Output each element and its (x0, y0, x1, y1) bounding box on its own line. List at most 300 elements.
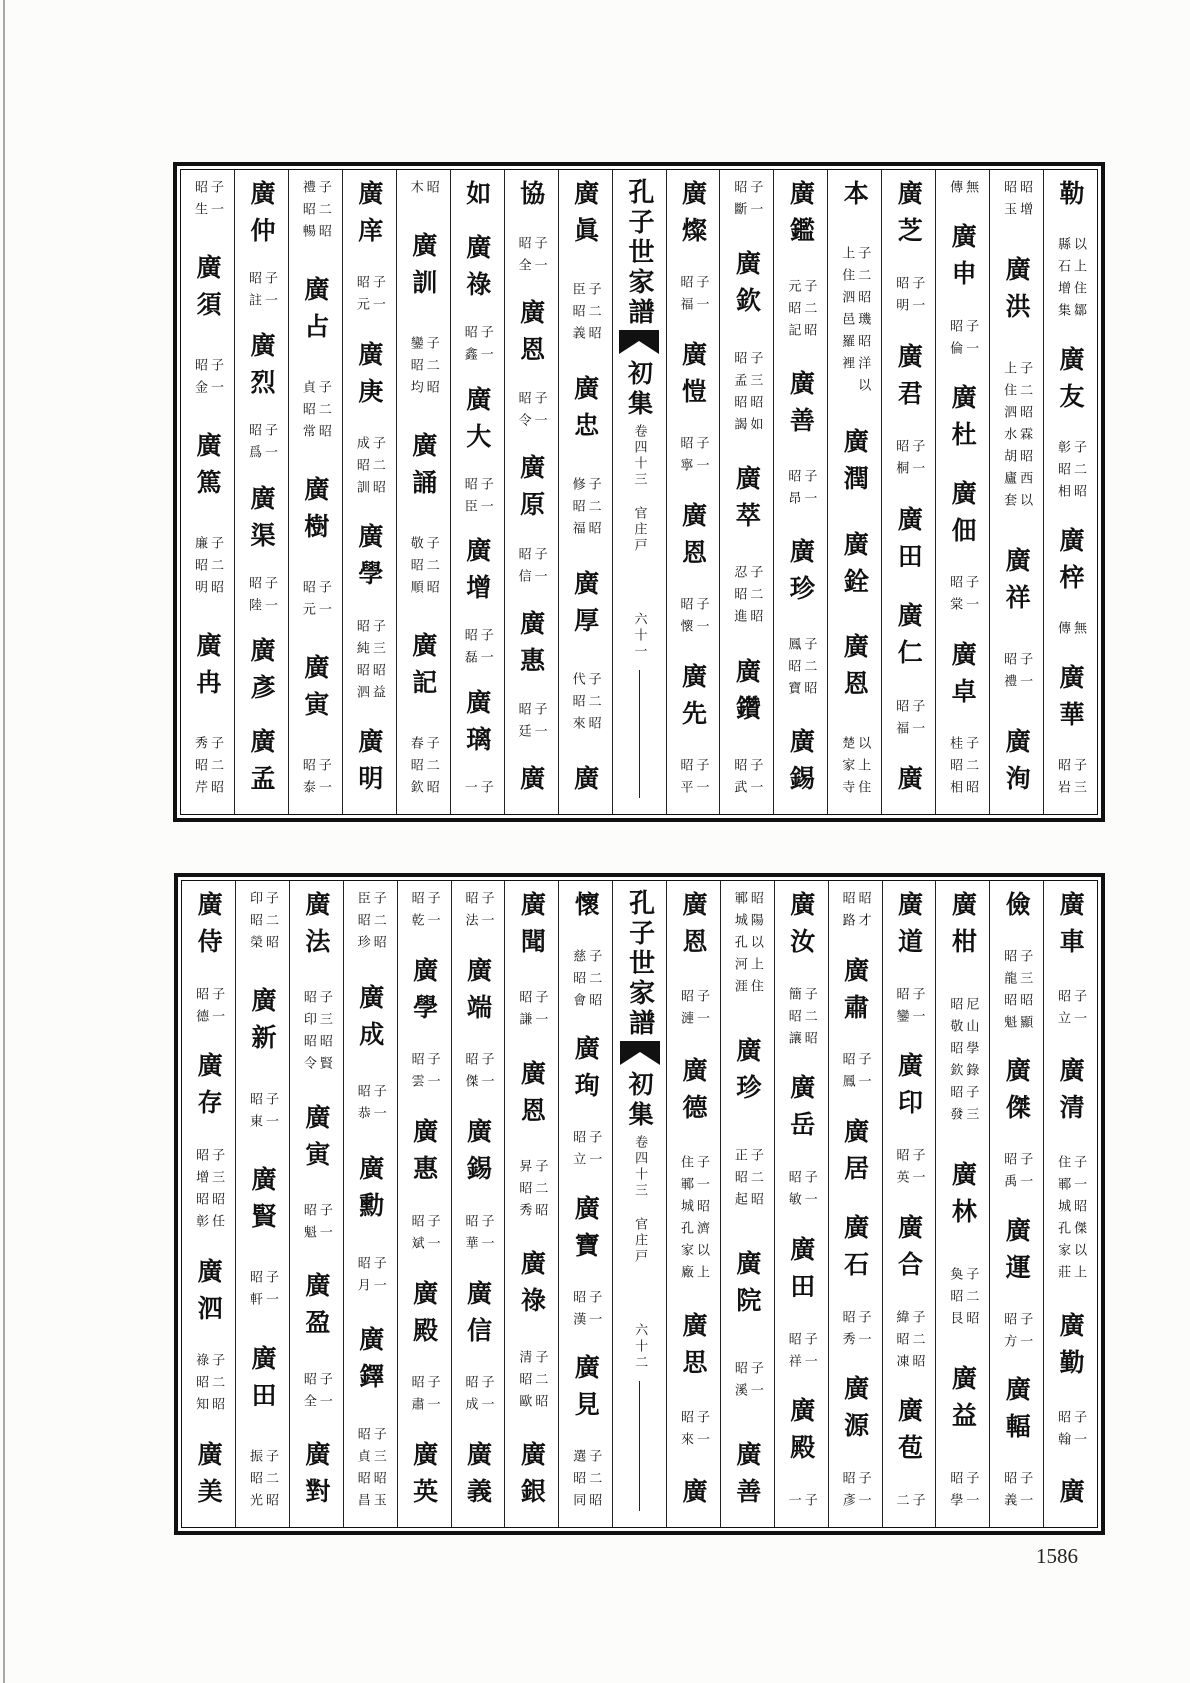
annotation-left-line: 昭學 (947, 1471, 963, 1515)
person-name: 廣信 (463, 1279, 493, 1354)
person-name: 廣新 (247, 987, 277, 1062)
annotation (679, 989, 708, 1033)
person-name: 廣義 (463, 1440, 493, 1515)
person-name: 廣君 (894, 342, 924, 417)
annotation-left-line: 臣昭珍 (354, 891, 370, 957)
annotation-right-line: 無 (1071, 621, 1087, 644)
person-name: 勒 (1056, 180, 1086, 217)
annotation-left-line: 上住泗水胡廬套 (1001, 361, 1017, 516)
annotation-right-line: 子二昭 (209, 1353, 225, 1420)
annotation (841, 1310, 870, 1354)
person-name: 廣合 (894, 1213, 924, 1288)
annotation-right-line: 昭 (423, 180, 439, 202)
genealogy-column (882, 881, 936, 1527)
volume-label: 卷四十三 (632, 1135, 648, 1199)
annotation-right-line: 子二昭 (262, 891, 278, 957)
annotation-left-line: 正昭起 (731, 1147, 747, 1214)
annotation-right-line: 子一 (261, 575, 277, 620)
annotation-left-line: 昭全 (300, 1371, 316, 1416)
annotation-right-line: 子三昭益 (369, 618, 385, 707)
annotation-left-line: 昭立 (570, 1130, 586, 1175)
person-name: 廣學 (409, 956, 439, 1031)
person-name: 如 (462, 180, 492, 217)
annotation (894, 439, 923, 483)
fishtail-mark-icon (620, 1041, 660, 1065)
annotation (301, 758, 330, 802)
annotation-left-line: 昭謙 (516, 990, 532, 1035)
annotation-left-line: 昭福 (893, 698, 909, 743)
annotation-right-line: 子二昭 (315, 180, 331, 246)
annotation (571, 672, 600, 738)
annotation (463, 628, 492, 672)
fishtail-mark-icon (619, 330, 659, 354)
annotation-right-line: 以上住 (855, 735, 871, 802)
annotation (1056, 237, 1085, 325)
person-name: 廣田 (247, 1344, 277, 1419)
annotation-left-line: 昭信 (515, 546, 531, 591)
annotation-right-line: 子一 (801, 469, 817, 513)
section-label: 官庄戸 (632, 1217, 648, 1265)
annotation-left-line: 忍昭進 (731, 565, 747, 632)
person-name: 廣誦 (408, 432, 438, 506)
annotation (247, 271, 276, 315)
book-title: 孔子世家譜 (624, 889, 655, 1039)
genealogy-column (935, 881, 989, 1527)
collection-label: 初集 (625, 1071, 655, 1131)
annotation-left-line: 奐昭艮 (947, 1267, 963, 1333)
annotation (463, 1214, 492, 1258)
annotation (787, 987, 816, 1053)
person-name: 廣錫 (786, 728, 816, 802)
annotation-left-line: 昭陸 (245, 575, 261, 620)
person-name: 廣梓 (1056, 526, 1086, 601)
collection-label: 初集 (624, 360, 654, 420)
person-name: 廣善 (786, 370, 816, 444)
annotation-right-line: 子二昭 (747, 565, 763, 632)
person-name: 廣清 (1056, 1057, 1086, 1132)
section-label: 官庄戸 (631, 506, 647, 554)
genealogy-column (558, 170, 612, 814)
person-name: 廣孟 (246, 727, 276, 802)
genealogy-column (720, 881, 774, 1527)
person-name: 廣愷 (678, 340, 708, 415)
annotation-right-line: 子一 (262, 1270, 278, 1315)
person-name: 廣勳 (355, 1154, 385, 1229)
annotation-right-line: 子一 (801, 1170, 817, 1215)
person-name: 廣惠 (516, 609, 546, 684)
annotation-right-line: 子二昭 (747, 1147, 763, 1214)
annotation-right-line: 子一 (586, 1130, 602, 1175)
annotation-left-line: 慈昭會 (570, 948, 586, 1015)
annotation-right-line: 子二昭 (208, 736, 224, 802)
annotation (841, 1052, 870, 1096)
annotation-left-line: 清昭歐 (516, 1349, 532, 1416)
annotation-right-line: 子一 (909, 1148, 925, 1193)
annotation-right-line: 子二昭 (369, 435, 385, 502)
annotation-right-line: 子一 (693, 1409, 709, 1454)
person-name: 廣柑 (948, 891, 978, 965)
annotation-right-line: 子三昭任 (209, 1147, 225, 1236)
annotation-right-line: 子一 (531, 702, 547, 747)
annotation (1056, 1410, 1085, 1454)
person-name: 廣善 (732, 1440, 762, 1515)
annotation (787, 1170, 816, 1214)
scan-edge-line (3, 0, 5, 1683)
annotation (302, 1372, 331, 1416)
person-name: 廣珍 (732, 1037, 762, 1112)
person-name: 廣樹 (300, 476, 330, 550)
annotation (679, 1410, 708, 1454)
annotation-right-line: 尼山學錄子三 (963, 997, 979, 1129)
person-name: 廣肅 (840, 956, 870, 1031)
annotation (733, 891, 762, 1001)
person-name: 廣璃 (462, 689, 492, 764)
annotation-left-line: 昭雲 (408, 1052, 424, 1097)
annotation-left-line: 昭武 (731, 757, 747, 802)
annotation (787, 1493, 816, 1515)
genealogy-column (288, 170, 342, 814)
person-name: 廣占 (300, 276, 330, 350)
annotation (517, 547, 546, 591)
annotation (1056, 440, 1085, 506)
annotation-left-line: 昭法 (462, 891, 478, 935)
annotation-left-line: 昭敏 (785, 1170, 801, 1215)
person-name: 廣聞 (517, 891, 547, 965)
genealogy-column (935, 170, 989, 814)
annotation-right-line: 子一 (963, 1471, 979, 1515)
column-grid (181, 880, 1098, 1528)
annotation (571, 477, 600, 543)
annotation-right-line: 子 (909, 1492, 925, 1515)
annotation-left-line: 成昭訓 (353, 435, 369, 502)
annotation (356, 1084, 385, 1128)
person-name: 廣須 (193, 254, 223, 328)
person-name: 廣原 (516, 454, 546, 528)
genealogy-column (558, 881, 612, 1527)
annotation-left-line: 敬昭順 (407, 536, 423, 602)
annotation-left-line: 昭秀 (839, 1309, 855, 1354)
annotation-right-line: 子二昭 (586, 1448, 602, 1515)
annotation-right-line: 子一昭傑以上 (1071, 1155, 1087, 1288)
annotation (571, 1449, 600, 1515)
person-name: 廣輻 (1002, 1376, 1032, 1451)
annotation-left-line: 一 (785, 1492, 801, 1515)
annotation-right-line: 子一 (909, 439, 925, 484)
genealogy-column (504, 170, 558, 814)
annotation-left-line: 昭翰 (1055, 1409, 1071, 1454)
person-name: 廣 (894, 764, 924, 802)
annotation-left-line: 昭華 (462, 1213, 478, 1258)
annotation-left-line: 傳 (947, 180, 963, 202)
person-name: 廣增 (462, 537, 492, 612)
annotation (356, 891, 385, 957)
annotation-right-line: 子一 (693, 275, 709, 320)
genealogy-column (450, 170, 504, 814)
page-number: 1586 (1036, 1544, 1078, 1568)
person-name: 廣學 (354, 523, 384, 598)
person-name: 廣大 (462, 385, 492, 460)
annotation (786, 469, 815, 513)
annotation-right-line: 子一 (531, 235, 547, 280)
annotation-left-line: 昭懷 (677, 597, 693, 642)
annotation-left-line: 昭桐 (893, 439, 909, 484)
annotation-right-line: 子一 (693, 757, 709, 802)
annotation-right-line: 子一 (370, 1084, 386, 1129)
annotation-right-line: 子一 (693, 989, 709, 1034)
person-name: 廣存 (194, 1052, 224, 1127)
annotation-left-line: 昭斷 (731, 180, 747, 224)
person-name: 廣石 (840, 1213, 870, 1288)
annotation-left-line: 昭敬昭欽昭發 (947, 997, 963, 1129)
annotation-left-line: 緯昭凍 (893, 1309, 909, 1376)
annotation (410, 1214, 439, 1258)
annotation-left-line: 昭全 (515, 235, 531, 280)
person-name: 廣林 (948, 1161, 978, 1235)
person-name: 廣思 (678, 1311, 708, 1386)
annotation-right-line: 子三昭如 (747, 350, 763, 439)
annotation-left-line: 簡昭讓 (785, 986, 801, 1053)
annotation-left-line: 昭倫 (947, 318, 963, 363)
annotation (409, 536, 438, 602)
annotation-right-line: 子一 (424, 891, 440, 935)
annotation-left-line: 昭立 (1055, 989, 1071, 1034)
annotation (194, 1148, 223, 1236)
annotation-left-line: 春昭欽 (407, 736, 423, 802)
annotation-left-line: 昭祥 (785, 1331, 801, 1376)
person-name: 廣祿 (462, 233, 492, 308)
annotation-right-line: 子一 (1071, 989, 1087, 1034)
person-name: 廣友 (1056, 345, 1086, 420)
genealogy-column (234, 170, 288, 814)
annotation-right-line: 子一 (208, 358, 224, 402)
annotation-right-line: 子二昭璣昭洋以 (855, 245, 871, 400)
center-rule-line (639, 1381, 640, 1511)
annotation-right-line: 子一 (370, 1255, 386, 1300)
annotation-right-line: 子二昭 (423, 336, 439, 402)
person-name: 廣恩 (678, 501, 708, 576)
person-name: 廣源 (840, 1375, 870, 1450)
annotation-right-line: 子一 (963, 318, 979, 363)
person-name: 廣烈 (246, 332, 276, 407)
annotation-left-line: 昭爲 (245, 423, 261, 468)
person-name: 廣道 (894, 891, 924, 965)
person-name: 廣侍 (194, 891, 224, 965)
annotation-right-line: 子二昭 (801, 279, 817, 345)
annotation-right-line: 子二昭 (208, 536, 224, 602)
annotation-left-line: 鑾昭均 (407, 336, 423, 402)
person-name: 廣萃 (732, 464, 762, 539)
person-name: 廣 (1056, 1477, 1086, 1515)
annotation-left-line: 昭路 (839, 891, 855, 935)
person-name: 廣殿 (409, 1279, 439, 1354)
person-name: 廣庚 (354, 340, 384, 415)
annotation-right-line: 子一 (316, 1371, 332, 1416)
annotation (409, 336, 438, 402)
annotation-right-line: 子二昭 (963, 1267, 979, 1333)
annotation-left-line: 昭月 (354, 1255, 370, 1300)
annotation (1002, 180, 1031, 224)
annotation (787, 1332, 816, 1376)
genealogy-column (719, 170, 773, 814)
genealogy-column (773, 170, 827, 814)
annotation-left-line: 昭昂 (785, 469, 801, 513)
annotation (1056, 989, 1085, 1033)
person-name: 廣厚 (570, 570, 600, 644)
annotation (732, 180, 761, 224)
person-name: 廣車 (1056, 891, 1086, 965)
annotation-left-line: 昭印昭令 (300, 990, 316, 1079)
annotation-right-line: 子一 (477, 476, 493, 521)
annotation-right-line: 子一 (1017, 652, 1033, 697)
annotation-right-line: 子一 (424, 1213, 440, 1258)
annotation-right-line: 昭增 (1017, 180, 1033, 224)
annotation-left-line: 縣石增集 (1055, 237, 1071, 326)
annotation-right-line: 無 (963, 180, 979, 202)
annotation-left-line: 元昭記 (785, 279, 801, 345)
person-name: 廣祥 (1002, 546, 1032, 621)
annotation-right-line: 子一 (855, 1052, 871, 1097)
annotation-right-line: 子一 (1017, 1152, 1033, 1197)
annotation-right-line: 子二昭 (801, 986, 817, 1053)
annotation-right-line: 子三 (1071, 757, 1087, 802)
annotation-right-line: 子一 (801, 1331, 817, 1376)
annotation-left-line: 昭明 (893, 276, 909, 321)
person-name: 廣祿 (517, 1250, 547, 1325)
annotation (356, 1256, 385, 1300)
person-name: 廣銓 (840, 530, 870, 605)
annotation-left-line: 昭純昭泗 (353, 618, 369, 707)
annotation (247, 423, 276, 467)
annotation-right-line: 子一 (477, 628, 493, 673)
person-name: 廣彥 (246, 636, 276, 711)
genealogy-column (451, 881, 505, 1527)
person-name: 廣庠 (354, 180, 384, 254)
person-name: 廣田 (894, 505, 924, 580)
annotation-right-line: 子一 (478, 1052, 494, 1097)
annotation-right-line: 子一 (478, 1375, 494, 1420)
person-name: 本 (840, 180, 870, 217)
person-name: 廣篤 (193, 432, 223, 506)
annotation (302, 990, 331, 1078)
annotation (678, 597, 707, 641)
folio-number: 六十二 (632, 1323, 648, 1371)
annotation-left-line: 昭寧 (677, 436, 693, 481)
annotation-left-line: 鄆城孔河涯 (731, 891, 747, 1001)
annotation-left-line: 廉昭明 (192, 536, 208, 602)
person-name: 廣成 (355, 983, 385, 1058)
annotation (571, 1130, 600, 1174)
genealogy-column (182, 881, 235, 1527)
person-name: 廣寅 (300, 654, 330, 728)
annotation (894, 1148, 923, 1192)
genealogy-column (828, 881, 882, 1527)
annotation-left-line: 昭龍昭魁 (1001, 948, 1017, 1037)
annotation-right-line: 子一 (693, 436, 709, 481)
annotation-right-line: 昭陽以上住 (747, 891, 763, 1001)
annotation (463, 1375, 492, 1419)
annotation (301, 580, 330, 624)
annotation (463, 891, 492, 935)
person-name: 廣渠 (246, 484, 276, 559)
annotation-left-line: 昭鑫 (461, 324, 477, 369)
annotation (517, 990, 546, 1034)
annotation (732, 351, 761, 439)
person-name: 廣恩 (678, 891, 708, 965)
annotation (463, 1052, 492, 1096)
annotation (193, 358, 222, 402)
annotation (1002, 1152, 1031, 1196)
annotation (571, 282, 600, 348)
genealogy-column (235, 881, 289, 1527)
center-title-column (612, 170, 666, 814)
annotation (733, 1148, 762, 1214)
annotation (356, 1427, 385, 1515)
person-name: 廣岳 (786, 1074, 816, 1149)
annotation (301, 180, 330, 246)
annotation (463, 325, 492, 369)
annotation-right-line: 子二昭 (370, 891, 386, 957)
annotation (894, 699, 923, 743)
annotation-right-line: 子三昭顯 (1017, 948, 1033, 1037)
annotation-left-line: 昭來 (677, 1409, 693, 1454)
annotation-left-line: 秀昭芹 (192, 736, 208, 802)
annotation (1002, 1312, 1031, 1356)
genealogy-column (774, 881, 828, 1527)
annotation (517, 1350, 546, 1416)
person-name: 廣賢 (247, 1165, 277, 1240)
annotation-left-line: 昭磊 (461, 628, 477, 673)
annotation-right-line: 子一 (1071, 1409, 1087, 1454)
person-name: 廣英 (409, 1440, 439, 1515)
annotation-right-line: 子一 (855, 1309, 871, 1354)
person-name: 廣盈 (301, 1272, 331, 1347)
annotation-left-line: 昭方 (1001, 1311, 1017, 1356)
person-name: 廣汝 (786, 891, 816, 965)
annotation-right-line: 子一 (424, 1375, 440, 1420)
annotation (355, 436, 384, 502)
annotation-left-line: 昭臣 (461, 476, 477, 521)
center-title-column (612, 881, 666, 1527)
annotation-right-line: 子一 (532, 990, 548, 1035)
annotation (248, 891, 277, 957)
person-name: 廣燦 (678, 180, 708, 254)
annotation-left-line: 昭生 (192, 180, 208, 224)
annotation-left-line: 彰昭相 (1055, 440, 1071, 507)
person-name: 廣端 (463, 956, 493, 1031)
annotation-right-line: 子一 (586, 1289, 602, 1334)
annotation (248, 1449, 277, 1515)
annotation (355, 275, 384, 319)
annotation (786, 279, 815, 345)
person-name: 廣明 (354, 727, 384, 802)
person-name: 廣訓 (408, 232, 438, 306)
annotation (678, 275, 707, 319)
person-name: 廣院 (732, 1250, 762, 1325)
annotation-right-line: 子二昭 (585, 671, 601, 738)
annotation-left-line: 昭軒 (246, 1270, 262, 1315)
annotation-left-line: 住鄆城孔家莊 (1055, 1155, 1071, 1288)
annotation (1002, 652, 1031, 696)
person-name: 廣申 (948, 223, 978, 298)
person-name: 廣洵 (1002, 727, 1032, 802)
annotation-right-line: 子一 (261, 423, 277, 468)
person-name: 廣對 (301, 1440, 331, 1515)
annotation (1056, 758, 1085, 802)
annotation (733, 1361, 762, 1405)
person-name: 廣勤 (1056, 1311, 1086, 1386)
person-name: 廣寶 (571, 1194, 601, 1269)
annotation (248, 1270, 277, 1314)
